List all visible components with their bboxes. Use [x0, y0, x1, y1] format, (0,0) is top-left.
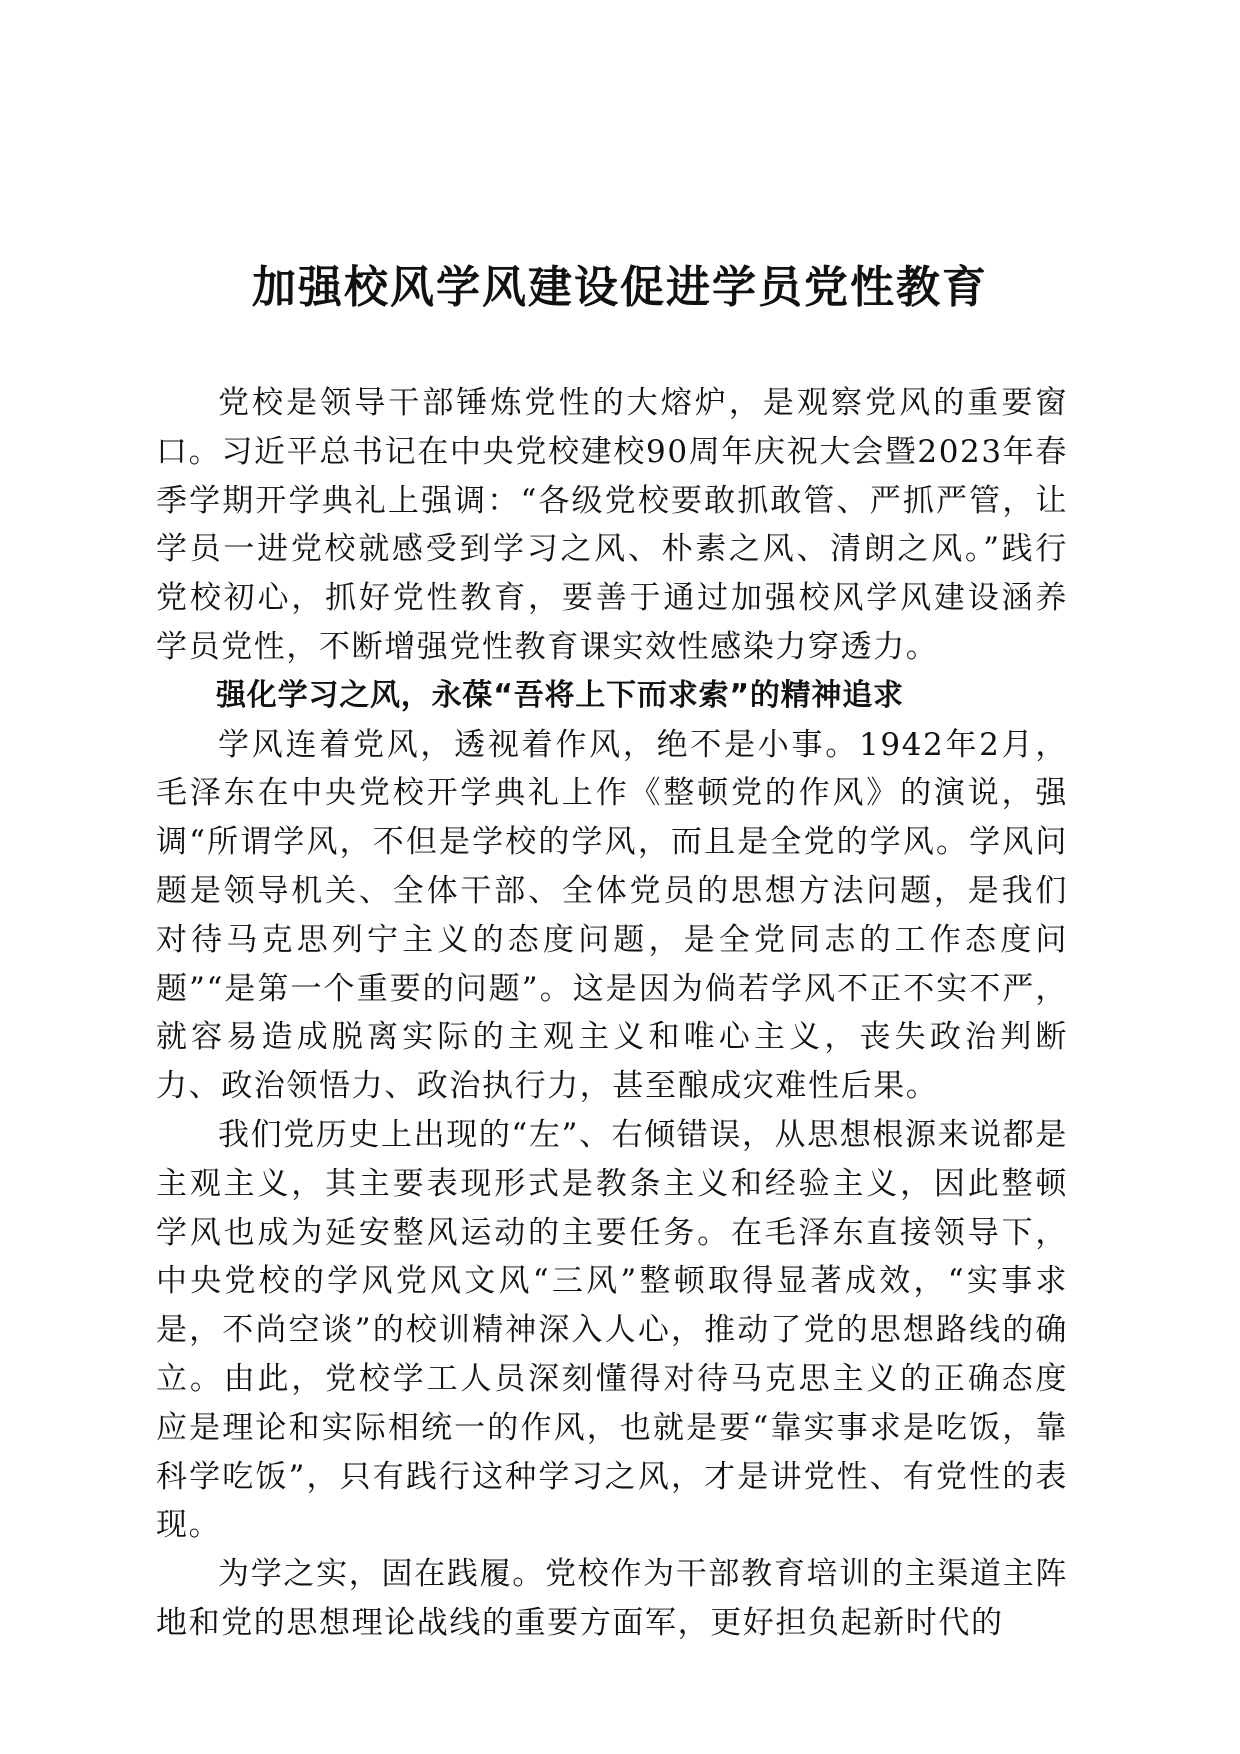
section-heading: 强化学习之风，永葆“吾将上下而求索”的精神追求 [216, 677, 904, 713]
body-paragraph-3: 为学之实，固在践履。党校作为干部教育培训的主渠道主阵地和党的思想理论战线的重要方面军，更好担负起新时代的 [156, 1556, 1068, 1641]
body-paragraph-1: 学风连着党风，透视着作风，绝不是小事。1942年2月，毛泽东在中央党校开学典礼上作《整顿党的作风》的演说，强调“所谓学风，不但是学校的学风，而且是全党的学风。学风问题是领导机关、全体干部、全体党员的思想方法问题，是我们对待马克思列宁主义的态度问题，是全党同志的工作态度问题”“是第一个重要的问题”。这是因为倘若学风不正不实不严，就容易造成脱离实际的主观主义和唯心主义，丧失政治判断力、政治领悟力、政治执行力，甚至酿成灾难性后果。 [156, 726, 1068, 1105]
document-body [156, 379, 1068, 1648]
intro-paragraph: 党校是领导干部锤炼党性的大熔炉，是观察党风的重要窗口。习近平总书记在中央党校建校90周年庆祝大会暨2023年春季学期开学典礼上强调：“各级党校要敢抓敢管、严抓严管，让学员一进党校就感受到学习之风、朴素之风、清朗之风。”践行党校初心，抓好党性教育，要善于通过加强校风学风建设涵养学员党性，不断增强党性教育课实效性感染力穿透力。 [156, 385, 1068, 665]
body-paragraph-2: 我们党历史上出现的“左”、右倾错误，从思想根源来说都是主观主义，其主要表现形式是教条主义和经验主义，因此整顿学风也成为延安整风运动的主要任务。在毛泽东直接领导下，中央党校的学风党风文风“三风”整顿取得显著成效，“实事求是，不尚空谈”的校训精神深入人心，推动了党的思想路线的确立。由此，党校学工人员深刻懂得对待马克思主义的正确态度应是理论和实际相统一的作风，也就是要“靠实事求是吃饭，靠科学吃饭”，只有践行这种学习之风，才是讲党性、有党性的表现。 [156, 1116, 1068, 1544]
document-title: 加强校风学风建设促进学员党性教育 [252, 262, 988, 313]
